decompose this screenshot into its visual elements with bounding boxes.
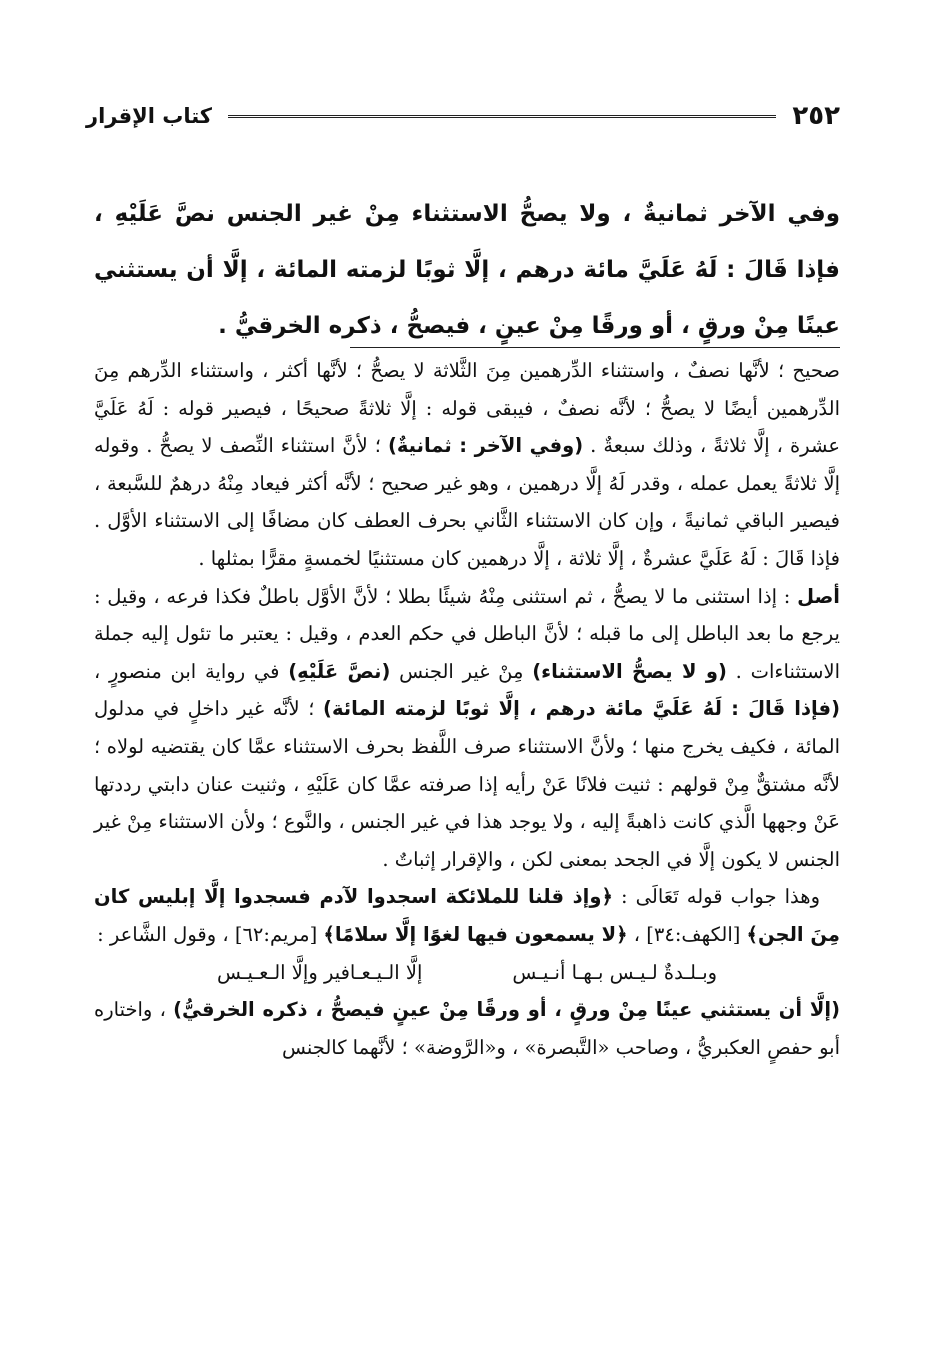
quran-verse: ﴿لا يسمعون فيها لغوًا إلَّا سلامًا﴾ bbox=[323, 922, 628, 946]
page-number: ٢٥٢ bbox=[792, 101, 840, 131]
quoted-matn: (و لا يصحُّ الاستثناء) bbox=[532, 659, 727, 683]
commentary-paragraph bbox=[94, 991, 840, 1066]
quoted-matn: (فإذا قَالَ : لَهُ عَلَيَّ مائة درهم ، إلَّا ثوبًا لزمته المائة) bbox=[323, 697, 840, 721]
poetry-verse bbox=[94, 954, 840, 992]
commentary-text: ؛ لأنَّ استثناء النِّصف لا يصحُّ . وقوله إلَّا ثلاثةً يعمل عمله ، وقدر لَهُ إلَّا درهمين ، وهو غير صحيح ؛ لأنَّه أكثر فيعاد مِنْهُ درهمٌ للسَّبعة ، فيصير الباقي ثمانيةً ، وإن كان الاستثناء الثَّاني بحرف العطف كان مضافًا إلى الاستثناء الأوَّل . فإذا قَالَ : لَهُ عَلَيَّ عشرةٌ ، إلَّا ثلاثة ، إلَّا درهمين كان مستثنيًا لخمسةٍ مقرًّا بمثلها . bbox=[94, 434, 840, 570]
matn-paragraph: وفي الآخر ثمانيةٌ ، ولا يصحُّ الاستثناء مِنْ غير الجنس نصَّ عَلَيْهِ ، فإذا قَالَ : لَهُ عَلَيَّ مائة درهم ، إلَّا ثوبًا لزمته المائة ، إلَّا أن يستثني عينًا مِنْ ورقٍ ، أو ورقًا مِنْ عينٍ ، فيصحُّ ، ذكره الخرقيُّ . bbox=[94, 201, 840, 339]
commentary-paragraph bbox=[94, 352, 840, 578]
quran-verse: ﴿وإذ قلنا للملائكة اسجدوا لآدم فسجدوا إلَّا إبليس كان مِنَ الجن﴾ bbox=[94, 885, 840, 946]
quoted-matn: (إلَّا أن يستثني عينًا مِنْ ورقٍ ، أو ورقًا مِنْ عينٍ فيصحُّ ، ذكره الخرقيُّ) bbox=[173, 998, 840, 1022]
commentary-text: ؛ لأنَّه غير داخلٍ في مدلول المائة ، فكيف يخرج منها ؛ ولأنَّ الاستثناء صرف اللَّفظ بحرف الاستثناء عمَّا كان يقتضيه لولاه ؛ لأنَّه مشتقٌّ مِنْ قولهم : ثنيت فلانًا عَنْ رأيه إذا صرفته عمَّا كان عَلَيْهِ ، وثنيت عنان دابتي رددتها عَنْ وجهها الَّذي كانت ذاهبةً إليه ، ولا يوجد هذا في غير الجنس ، والنَّوع ؛ ولأن الاستثناء مِنْ غير الجنس لا يكون إلَّا في الجحد بمعنى لكن ، والإقرار إثباتٌ . bbox=[94, 697, 841, 871]
footnote-separator bbox=[350, 347, 840, 348]
commentary-text: ، واختاره أبو حفصٍ العكبريُّ ، وصاحب «التَّبصرة» ، و«الرَّوضة» ؛ لأنَّهما كالجنس bbox=[94, 998, 840, 1059]
commentary-text: مِنْ غير الجنس bbox=[390, 659, 533, 683]
verse-right-hemistich: وبـلـدةٌ لـيـس بـهـا أنـيـس bbox=[512, 960, 718, 984]
quoted-matn: (وفي الآخر : ثمانيةٌ) bbox=[387, 434, 584, 458]
commentary-text: صحيح ؛ لأنَّها نصفٌ ، واستثناء الدِّرهمين مِنَ الثَّلاثة لا يصحُّ ؛ لأنَّها أكثر ، واستثناء الدِّرهم مِنَ الدِّرهمين أيضًا لا يصحُّ ؛ لأنَّه نصفٌ ، فيبقى قوله : إلَّا ثلاثةً صحيحًا ، فيصير قوله : لَهُ عَلَيَّ عشرة ، إلَّا ثلاثةً ، وذلك سبعةٌ . bbox=[94, 359, 840, 458]
commentary-text: وهذا جواب قوله تَعَالَى : bbox=[612, 885, 820, 909]
commentary-paragraph bbox=[94, 578, 840, 879]
verse-reference: [مريم:٦٢] ، وقول الشَّاعر : bbox=[97, 922, 324, 946]
matn-text-block bbox=[94, 186, 840, 354]
section-heading-asl: أصل bbox=[797, 584, 840, 608]
page-header bbox=[86, 96, 840, 136]
commentary-paragraph bbox=[94, 878, 840, 953]
verse-reference: [الكهف:٣٤] ، bbox=[627, 922, 747, 946]
quoted-matn: (نصَّ عَلَيْهِ) bbox=[288, 659, 391, 683]
commentary-text: في رواية ابن منصورٍ ، bbox=[94, 659, 289, 683]
header-rule bbox=[228, 115, 776, 118]
commentary-block bbox=[94, 352, 840, 1066]
commentary-text: : إذا استثنى ما لا يصحُّ ، ثم استثنى مِنْهُ شيئًا بطلا ؛ لأنَّ الأوَّل باطلٌ فكذا فرعه ، وقيل : يرجع ما بعد الباطل إلى ما قبله ؛ لأنَّ الباطل في حكم العدم ، وقيل : يعتبر ما تئول إليه جملة الاستثناءات . bbox=[94, 584, 840, 683]
verse-left-hemistich: إلَّا الـيـعـافير وإلَّا الـعـيـس bbox=[216, 960, 423, 984]
book-title: كتاب الإقرار bbox=[86, 104, 213, 128]
